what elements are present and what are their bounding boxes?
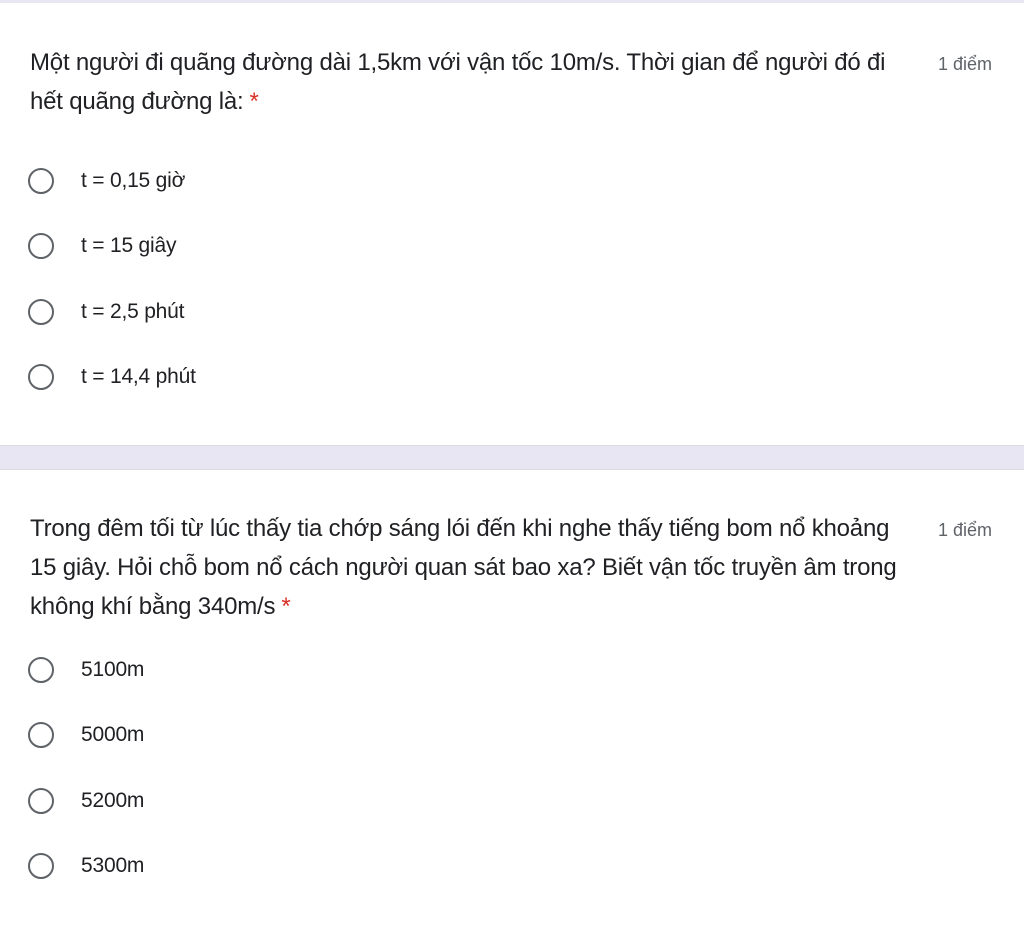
radio-unchecked-icon[interactable] xyxy=(28,299,54,325)
option-label: 5300m xyxy=(81,853,145,877)
option-row[interactable] xyxy=(28,228,994,293)
option-label: 5100m xyxy=(81,658,145,681)
question-title xyxy=(30,509,915,626)
option-label: t = 2,5 phút xyxy=(81,299,185,323)
option-row[interactable] xyxy=(28,294,994,359)
question-card-1 xyxy=(0,3,1024,446)
radio-unchecked-icon[interactable] xyxy=(28,364,54,390)
option-label: 5200m xyxy=(81,788,145,812)
question-text: Một người đi quãng đường dài 1,5km với vận tốc 10m/s. Thời gian để người đó đi hết quãng đường là: xyxy=(30,49,886,115)
option-label: t = 14,4 phút xyxy=(81,364,196,388)
option-label: 5000m xyxy=(81,723,145,747)
options-list xyxy=(28,652,994,913)
radio-unchecked-icon[interactable] xyxy=(28,853,54,879)
question-header xyxy=(30,43,994,121)
option-row[interactable] xyxy=(28,848,994,913)
radio-unchecked-icon[interactable] xyxy=(28,788,54,814)
option-row[interactable] xyxy=(28,783,994,848)
required-asterisk: * xyxy=(281,593,291,620)
options-list xyxy=(28,163,994,424)
option-label: t = 0,15 giờ xyxy=(81,169,186,192)
question-card-2 xyxy=(0,469,1024,952)
question-text: Trong đêm tối từ lúc thấy tia chớp sáng lói đến khi nghe thấy tiếng bom nổ khoảng 15 giây. Hỏi chỗ bom nổ cách người quan sát bao xa? Biết vận tốc truyền âm trong không khí bằng 340m/s xyxy=(30,515,897,620)
points-label: 1 điểm xyxy=(937,520,992,540)
option-row[interactable] xyxy=(28,359,994,424)
option-label: t = 15 giây xyxy=(81,234,177,258)
question-title xyxy=(30,43,915,121)
option-row[interactable] xyxy=(28,163,994,228)
radio-unchecked-icon[interactable] xyxy=(28,168,54,194)
question-header xyxy=(30,509,994,626)
radio-unchecked-icon[interactable] xyxy=(28,657,54,683)
points-label: 1 điểm xyxy=(937,54,992,74)
radio-unchecked-icon[interactable] xyxy=(28,233,54,259)
option-row[interactable] xyxy=(28,652,994,717)
required-asterisk: * xyxy=(249,88,259,115)
option-row[interactable] xyxy=(28,717,994,782)
radio-unchecked-icon[interactable] xyxy=(28,722,54,748)
